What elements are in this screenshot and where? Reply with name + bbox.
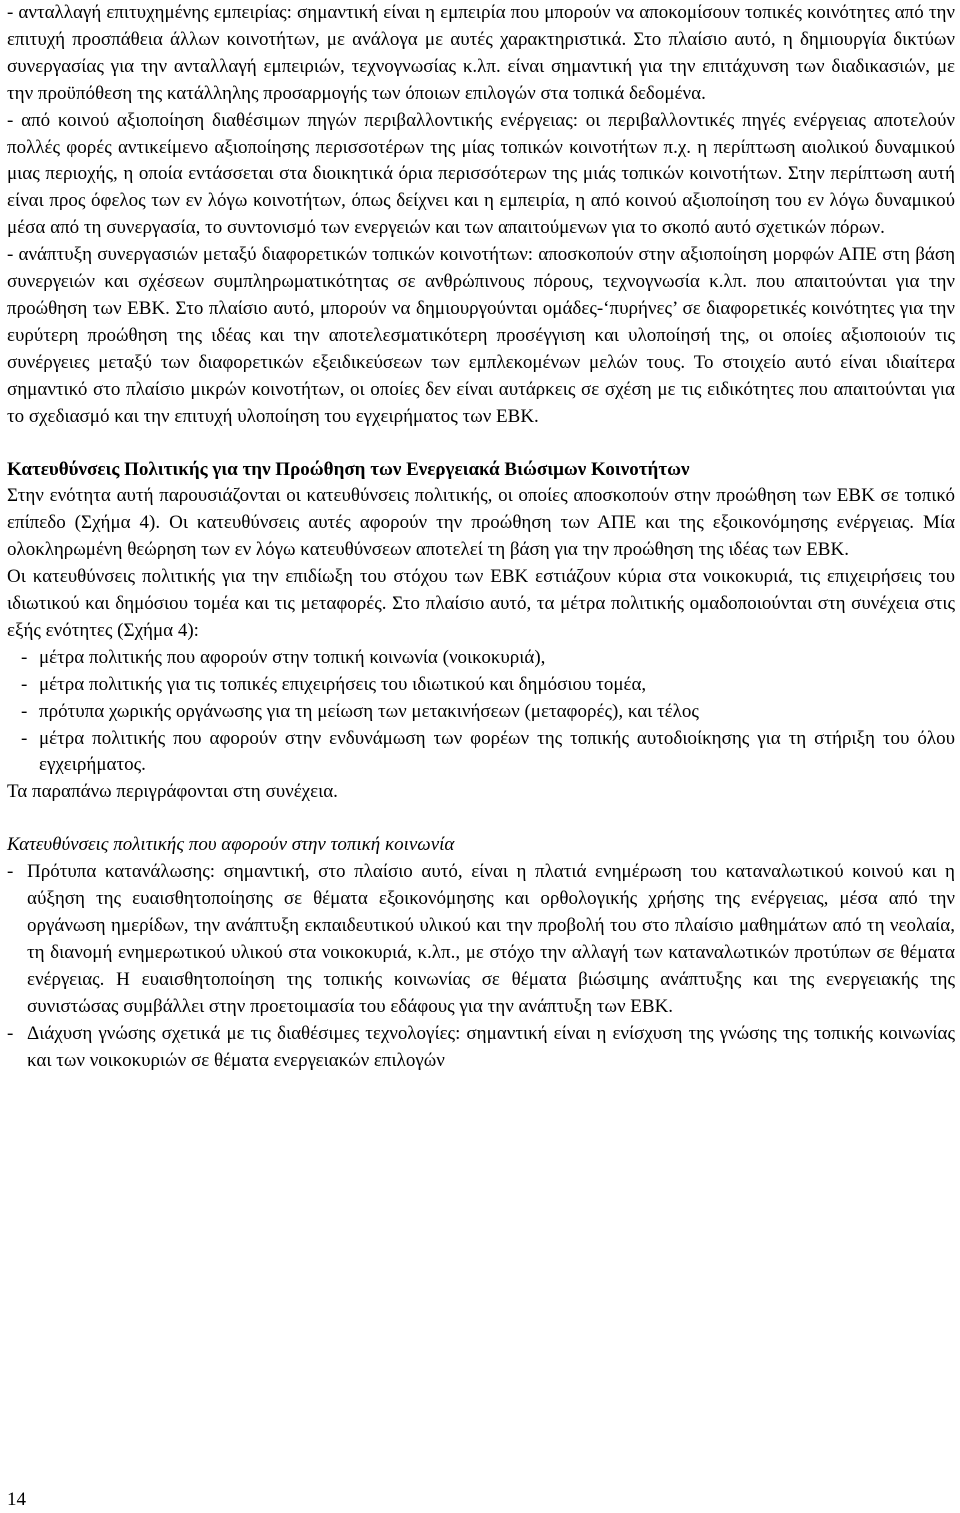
page-number: 14 [7, 1489, 26, 1510]
list-bullet: - [21, 673, 28, 695]
list-item-text: πρότυπα χωρικής οργάνωσης για τη μείωση των μετακινήσεων (μεταφορές), και τέλος [39, 700, 699, 722]
list-item [7, 859, 955, 1020]
list-item-text: μέτρα πολιτικής που αφορούν στην ενδυνάμωση των φορέων της τοπικής αυτοδιοίκησης για τη στήριξη του όλου εγχειρήματος. [39, 727, 955, 776]
section-heading: Κατευθύνσεις Πολιτικής για την Προώθηση των Ενεργειακά Βιώσιμων Κοινοτήτων [7, 458, 690, 480]
list-item [7, 645, 955, 672]
list-item [7, 699, 955, 726]
list-bullet: - [21, 646, 28, 668]
list-item-text: μέτρα πολιτικής που αφορούν στην τοπική κοινωνία (νοικοκυριά), [39, 646, 546, 668]
list-bullet: - [21, 727, 28, 749]
list-bullet: - [21, 700, 28, 722]
list-item [7, 726, 955, 780]
list-item: - ανάπτυξη συνεργασιών μεταξύ διαφορετικών τοπικών κοινοτήτων: αποσκοπούν στην αξιοποίηση μορφών ΑΠΕ στη βάση συνεργειών και σχέσεων συμπληρωματικότητας σε ανθρώπινους πόρους, τεχνογνωσία κ.λπ. που απαιτούνται για την προώθηση των ΕΒΚ. Στο πλαίσιο αυτό, μπορούν να δημιουργούνται ομάδες-‘πυρήνες’ σε διαφορετικές κοινότητες για την ευρύτερη προώθηση της ιδέας και την αποτελεσματικότερη προσέγγιση και υλοποίησή της, οι οποίες αξιοποιούν τις συνέργειες μεταξύ των διαφορετικών εξειδικεύσεων των εμπλεκομένων μελών τους. Το στοιχείο αυτό είναι ιδιαίτερα σημαντικό στο πλαίσιο μικρών κοινοτήτων, οι οποίες δεν είναι αυτάρκεις σε σχέση με τις ειδικότητες που απαιτούνται για το σχεδιασμό και την επιτυχή υλοποίηση του εγχειρήματος των ΕΒΚ. [7, 244, 955, 427]
subsection-heading: Κατευθύνσεις πολιτικής που αφορούν στην τοπική κοινωνία [7, 834, 455, 856]
list-item-text: Πρότυπα κατανάλωσης: σημαντική, στο πλαίσιο αυτό, είναι η πλατιά ενημέρωση του καταναλωτικού κοινού και η αύξηση της ευαισθητοποίησης σε θέματα εξοικονόμησης και ορθολογικής χρήσης της ενέργειας, μέσα από την οργάνωση ημερίδων, την ανάπτυξη εκπαιδευτικού υλικού και την προβολή του στο πλαίσιο μαθημάτων από τη νεολαία, τη διανομή ενημερωτικού υλικού στα νοικοκυριά, κ.λπ., με στόχο την αλλαγή των καταναλωτικών προτύπων σε θέματα ενέργειας. Η ευαισθητοποίηση της τοπικής κοινωνίας σε θέματα βιώσιμης ανάπτυξης και της ενεργειακής της συνιστώσας συμβάλλει στην προετοιμασία του εδάφους για την ανάπτυξη των ΕΒΚ. [27, 861, 955, 1017]
list-item [7, 1021, 955, 1075]
paragraph: Στην ενότητα αυτή παρουσιάζονται οι κατευθύνσεις πολιτικής, οι οποίες αποσκοπούν στην προώθηση των ΕΒΚ σε τοπικό επίπεδο (Σχήμα 4). Οι κατευθύνσεις αυτές αφορούν την προώθηση των ΑΠΕ και της εξοικονόμησης ενέργειας. Μία ολοκληρωμένη θεώρηση των εν λόγω κατευθύνσεων αποτελεί τη βάση για την προώθηση της ιδέας των ΕΒΚ. [7, 485, 955, 561]
list-bullet: - [7, 861, 14, 883]
list-item-text: Διάχυση γνώσης σχετικά με τις διαθέσιμες τεχνολογίες: σημαντική είναι η ενίσχυση της γνώσης της τοπικής κοινωνίας και των νοικοκυριών σε θέματα ενεργειακών επιλογών [27, 1022, 955, 1071]
paragraph: Τα παραπάνω περιγράφονται στη συνέχεια. [7, 781, 338, 803]
document-page [7, 0, 955, 1074]
list-item-text: μέτρα πολιτικής για τις τοπικές επιχειρήσεις του ιδιωτικού και δημόσιου τομέα, [39, 673, 647, 695]
list-bullet: - [7, 1022, 14, 1044]
list-item [7, 672, 955, 699]
paragraph: Οι κατευθύνσεις πολιτικής για την επιδίωξη του στόχου των ΕΒΚ εστιάζουν κύρια στα νοικοκυριά, τις επιχειρήσεις του ιδιωτικού και δημόσιου τομέα και τις μεταφορές. Στο πλαίσιο αυτό, τα μέτρα πολιτικής ομαδοποιούνται στη συνέχεια στις εξής ενότητες (Σχήμα 4): [7, 566, 955, 641]
policy-list [7, 645, 955, 780]
list-item: - ανταλλαγή επιτυχημένης εμπειρίας: σημαντική είναι η εμπειρία που μπορούν να αποκομίσουν τοπικές κοινότητες από την επιτυχή προσπάθεια άλλων κοινοτήτων, με ανάλογα με αυτές χαρακτηριστικά. Στο πλαίσιο αυτό, η δημιουργία δικτύων συνεργασίας για την ανταλλαγή εμπειριών, τεχνογνωσίας κ.λπ. είναι σημαντική για την επιτάχυνση των διαδικασιών, με την προϋπόθεση της κατάλληλης προσαρμογής των όποιων επιλογών στα τοπικά δεδομένα. [7, 2, 955, 104]
list-item: - από κοινού αξιοποίηση διαθέσιμων πηγών περιβαλλοντικής ενέργειας: οι περιβαλλοντικές πηγές ενέργειας αποτελούν πολλές φορές αντικείμενο αξιοποίησης περισσοτέρων της μίας τοπικών κοινοτήτων π.χ. η περίπτωση αιολικού δυναμικού μιας περιοχής, η οποία εντάσσεται στα διοικητικά όρια περισσότερων της μιάς τοπικών κοινοτήτων. Στην περίπτωση αυτή είναι προς όφελος των εν λόγω κοινοτήτων, όπως δείχνει και η εμπειρία, η από κοινού αξιοποίηση του εν λόγω δυναμικού μέσα από τη συνεργασία, το συντονισμό των ενεργειών και των απαιτούμενων για το σκοπό αυτό σχετικών πόρων. [7, 109, 955, 239]
